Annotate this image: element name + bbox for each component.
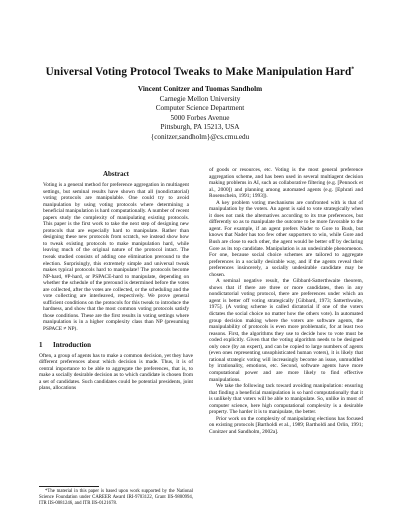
- right-column: [209, 167, 363, 435]
- body-paragraph: We take the following tack toward avoiding manipulation: ensuring that finding a beneficial manipulation is so hard computationally that it is unlikely that voters will be able to manipulate. So, unlike in most of computer science, here high computational complexity is a desirable property. The harder it is to manipulate, the better.: [209, 383, 363, 416]
- body-paragraph: A key problem voting mechanisms are confronted with is that of manipulation by the voters. An agent is said to vote strategically when it does not rank the alternatives according to its true preferences, but differently so as to manipulate the outcome to be more favorable to the agent. For example, if an agent prefers Nader to Gore to Bush, but knows that Nader has too few other supporters to win, while Gore and Bush are close to each other, the agent would be better off by declaring Gore as its top candidate. Manipulation is an undesirable phenomenon. For one, because social choice schemes are tailored to aggregate preferences in a socially desirable way, and if the agents reveal their preferences insincerely, a socially undesirable candidate may be chosen.: [209, 199, 363, 278]
- title-footnote-mark: *: [351, 66, 355, 73]
- author-email: {conitzer,sandholm}@cs.cmu.edu: [150, 132, 250, 141]
- introduction-paragraph: Often, a group of agents has to make a common decision, yet they have different preferences about which decision is made. Thus, it is of central importance to be able to aggregate the preferences, that is, to make a socially desirable decision as to which candidate is chosen from a set of candidates. Such candidates could be potential presidents, joint plans, allocations: [39, 352, 193, 392]
- left-column: [39, 170, 193, 392]
- body-paragraph: A seminal negative result, the Gibbard-Satterthwaite theorem, shows that if there are three or more candidates, then in any nondictatorial voting protocol, there are preferences under which an agent is better off voting strategically [Gibbard, 1973; Satterthwaite, 1975]. (A voting scheme is called dictatorial if one of the voters dictates the social choice no matter how the others vote). In automated group decision making where the voters are software agents, the manipulability of protocols is even more problematic, for at least two reasons. First, the algorithms they use to decide how to vote must be coded explicitly. Given that the voting algorithm needs to be designed only once (by an expert), and can be copied to large numbers of agents (even ones representing unsophisticated human voters), it is likely that rational strategic voting will increasingly become an issue, unmuddled by irrationality, emotions, etc. Second, software agents have more computational power and are more likely to find effective manipulations.: [209, 278, 363, 383]
- footnote-text: *The material in this paper is based upon work supported by the National Science Foundation under CAREER Award IRI-9703122, Grant IIS-9800994, ITR IIS-0081246, and ITR IIS-0121678.: [39, 489, 193, 506]
- abstract-heading: Abstract: [102, 170, 130, 178]
- body-paragraph: of goods or resources, etc. Voting is the most general preference aggregation scheme, and has been used in several multiagent decision making problems in AI, such as collaborative filtering (e.g. [Pennock et al., 2000]) and planning among automated agents (e.g. [Ephrati and Rosenschein, 1991; 1993]).: [209, 167, 363, 200]
- affiliation-line: Pittsburgh, PA 15213, USA: [160, 123, 240, 132]
- author-block: [0, 85, 400, 143]
- body-paragraph: Prior work on the complexity of manipulating elections has focused on existing protocols [Bartholdi et al., 1989; Bartholdi and Orlin, 1991; Conitzer and Sandholm, 2002a].: [209, 415, 363, 435]
- abstract-body: [39, 182, 193, 333]
- section-heading-introduction: [39, 341, 193, 350]
- affiliation-line: 5000 Forbes Avenue: [170, 113, 230, 122]
- affiliation-line: Carnegie Mellon University: [159, 94, 241, 103]
- paper-title: [0, 66, 400, 78]
- footnote-rule: [39, 486, 99, 487]
- author-names: Vincent Conitzer and Tuomas Sandholm: [137, 85, 263, 93]
- section-title: Introduction: [53, 340, 91, 349]
- section-number: 1: [39, 340, 43, 349]
- title-text: Universal Voting Protocol Tweaks to Make Manipulation Hard: [45, 66, 352, 78]
- footnote: [39, 486, 193, 506]
- affiliation-line: Computer Science Department: [155, 104, 245, 113]
- abstract-text: Voting is a general method for preference aggregation in multiagent settings, but seminal results have shown that all (nondictatorial) voting protocols are manipulable. One could try to avoid manipulation by using voting protocols where determining a beneficial manipulation is hard computationally. A number of recent papers study the complexity of manipulating existing protocols. This paper is the first work to take the next step of designing new protocols that are especially hard to manipulate. Rather than designing these new protocols from scratch, we instead show how to tweak existing protocols to make manipulation hard, while leaving much of the original nature of the protocol intact. The tweak studied consists of adding one elimination preround to the election. Surprisingly, this extremely simple and universal tweak makes typical protocols hard to manipulate! The protocols become NP-hard, #P-hard, or PSPACE-hard to manipulate, depending on whether the schedule of the preround is determined before the votes are collected, after the votes are collected, or the scheduling and the vote collecting are interleaved, respectively. We prove general sufficient conditions on the protocols for this tweak to introduce the hardness, and show that the most common voting protocols satisfy those conditions. These are the first results in voting settings where manipulation is in a higher complexity class than NP (presuming PSPACE ≠ NP).: [43, 182, 189, 333]
